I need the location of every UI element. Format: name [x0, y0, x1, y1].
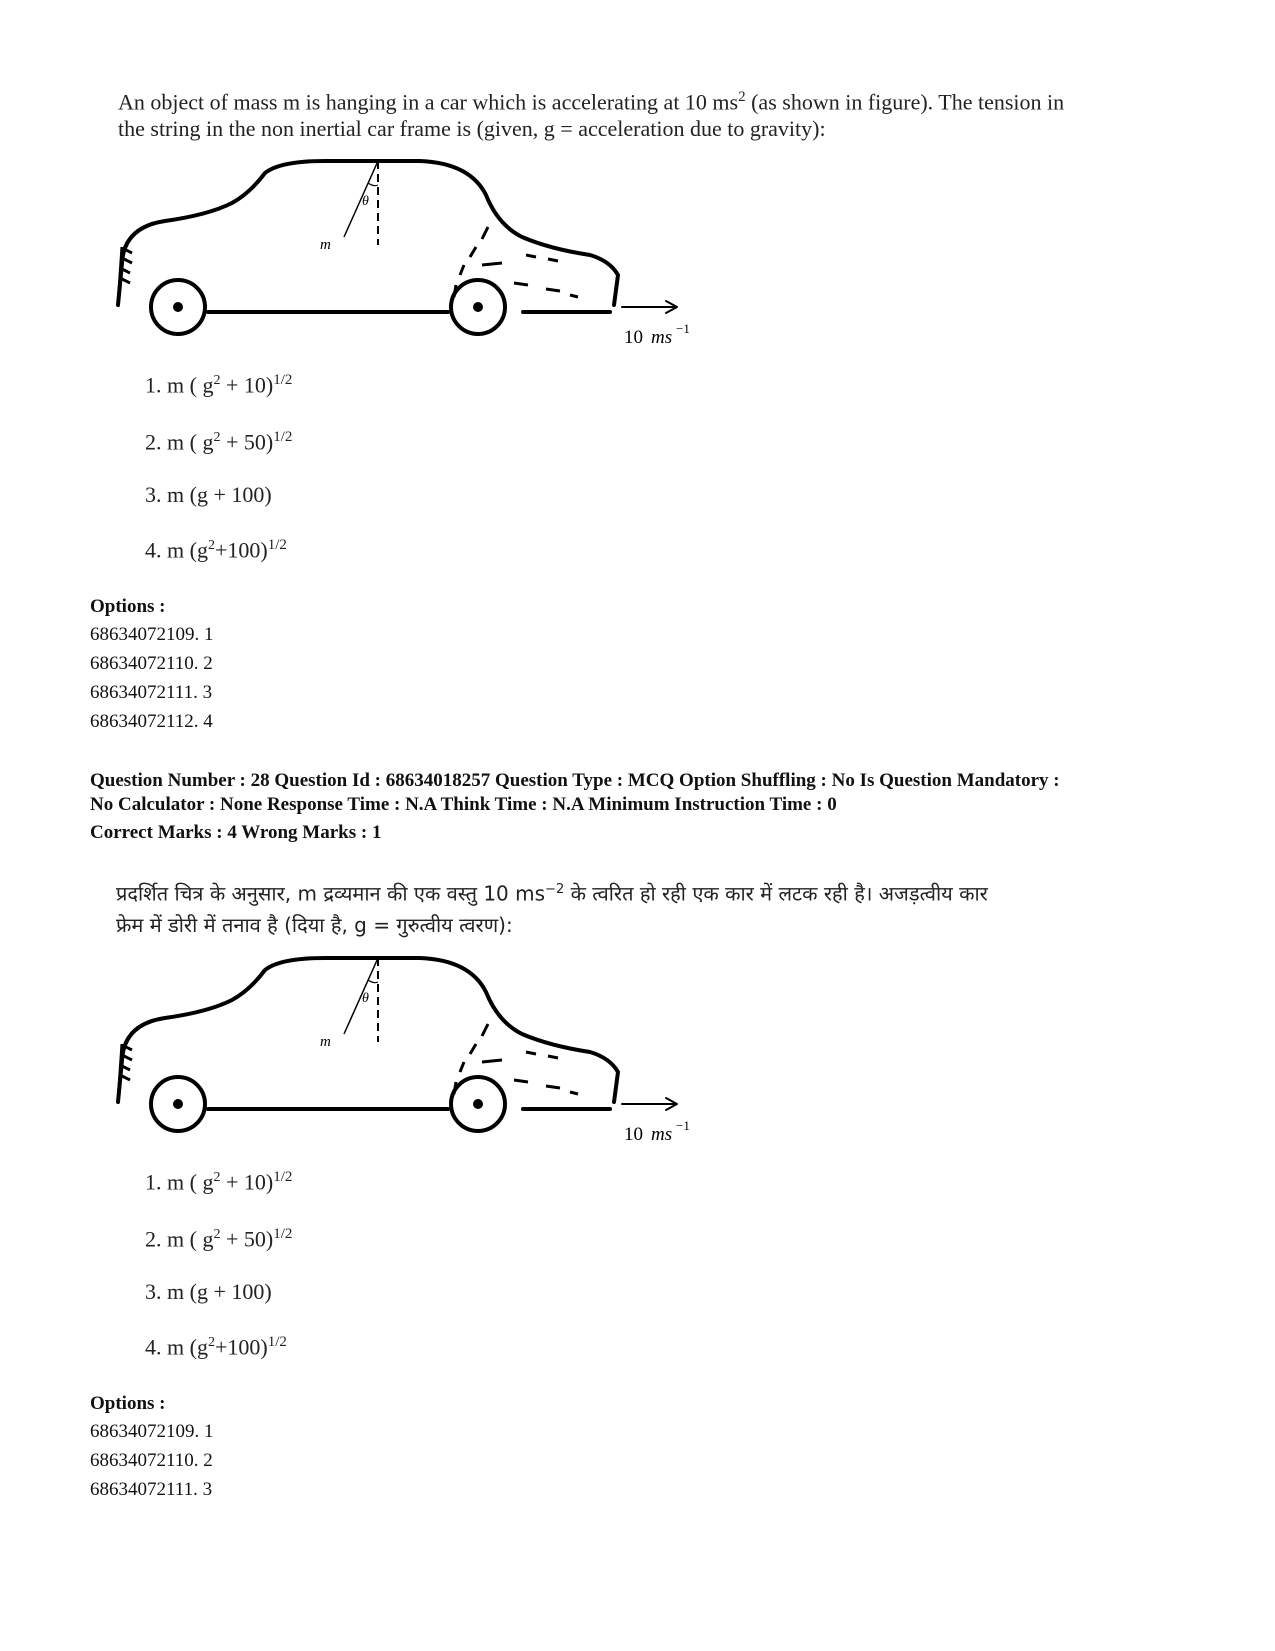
- option-id: 68634072111. 3: [90, 1479, 213, 1500]
- option-id: 68634072109. 1: [90, 624, 214, 645]
- speed-unit-exponent: −1: [676, 321, 690, 336]
- speed-value: 10: [624, 327, 643, 348]
- answer-choice-1: 1. m ( $g^2 + 10)^{1/2}$: [145, 372, 293, 398]
- answer-choice-4: 4. m $(g^2+100)^{1/2}$: [145, 537, 287, 563]
- mass-label: m: [320, 1034, 331, 1050]
- options-section: [90, 594, 214, 736]
- speed-value: 10: [624, 1124, 643, 1145]
- question-line-1: प्रदर्शित चित्र के अनुसार, m द्रव्यमान की एक वस्तु 10 $ms^{-2}$ के त्वरित हो रही एक कार में लटक रही है। अजड़त्वीय कार: [116, 881, 988, 906]
- theta-label: θ: [362, 991, 369, 1006]
- speed-unit-exponent: −1: [676, 1118, 690, 1133]
- options-label: Options :: [90, 1393, 166, 1414]
- answer-choice-4: 4. m $(g^2+100)^{1/2}$: [145, 1334, 287, 1360]
- option-id: 68634072109. 1: [90, 1421, 214, 1442]
- options-label: Options :: [90, 596, 166, 617]
- question-line-2: फ्रेम में डोरी में तनाव है (दिया है, g = गुरुत्वीय त्वरण):: [116, 912, 513, 937]
- question-line-2: the string in the non inertial car frame is (given, g = acceleration due to gravity):: [118, 116, 826, 142]
- question-meta: [90, 769, 1250, 845]
- option-id: 68634072111. 3: [90, 682, 213, 703]
- speed-unit: ms: [651, 1124, 673, 1145]
- options-section: [90, 1391, 214, 1504]
- question-text: [118, 84, 1168, 142]
- car-figure: [110, 952, 710, 1152]
- marks-line: Correct Marks : 4 Wrong Marks : 1: [90, 822, 382, 843]
- answer-choice-3: 3. m (g + 100): [145, 1279, 272, 1304]
- speed-unit: ms: [651, 327, 673, 348]
- answer-choice-2: 2. m ( $g^2 + 50)^{1/2}$: [145, 1226, 293, 1252]
- meta-line-1: Question Number : 28 Question Id : 68634018257 Question Type : MCQ Option Shuffling : No Is Question Mandatory :: [90, 770, 1060, 791]
- meta-line-2: No Calculator : None Response Time : N.A Think Time : N.A Minimum Instruction Time : 0: [90, 794, 837, 815]
- mass-label: m: [320, 237, 331, 253]
- answer-choice-3: 3. m (g + 100): [145, 482, 272, 507]
- option-id: 68634072110. 2: [90, 653, 213, 674]
- answer-choice-2: 2. m ( $g^2 + 50)^{1/2}$: [145, 429, 293, 455]
- answer-choice-1: 1. m ( $g^2 + 10)^{1/2}$: [145, 1169, 293, 1195]
- question-text-hindi: [116, 874, 1176, 941]
- theta-label: θ: [362, 194, 369, 209]
- option-id: 68634072110. 2: [90, 1450, 213, 1471]
- question-line-1: An object of mass m is hanging in a car which is accelerating at 10 $ms^2$ (as shown in figure). The tension in: [118, 89, 1065, 115]
- option-id: 68634072112. 4: [90, 711, 213, 732]
- car-figure: [110, 155, 710, 355]
